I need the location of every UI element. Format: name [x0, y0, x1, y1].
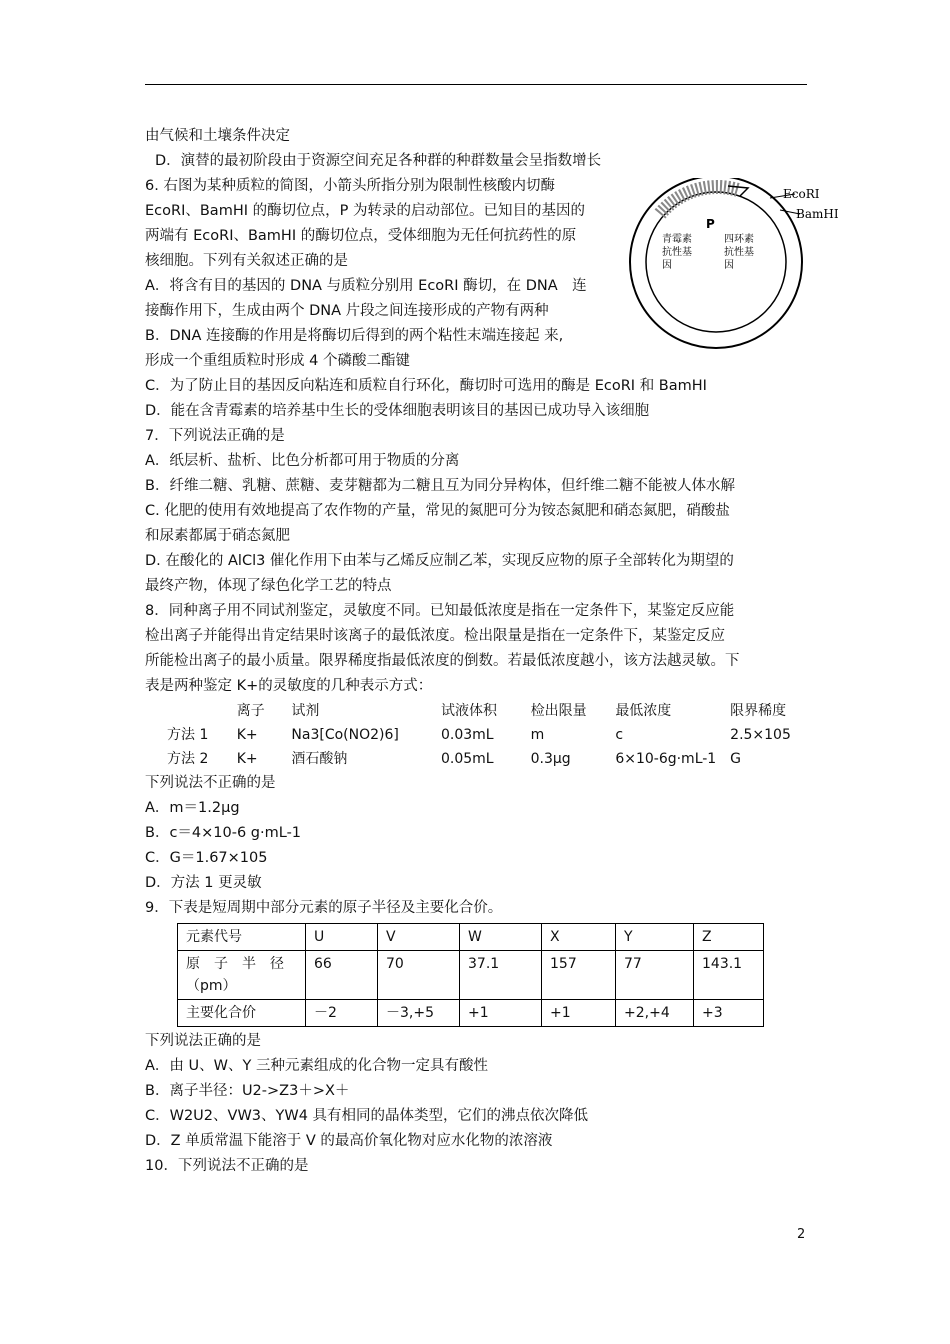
table-cell: 66 — [306, 951, 378, 1000]
q9-option-line: C．W2U2、VW3、YW4 具有相同的晶体类型，它们的沸点依次降低 — [145, 1108, 589, 1124]
table-cell: 元素代号 — [178, 924, 306, 951]
text-line: 由气候和土壤条件决定 — [145, 128, 290, 144]
table-row — [167, 723, 810, 747]
table-cell: +1 — [542, 1000, 616, 1027]
q8-stem-line: 8．同种离子用不同试剂鉴定，灵敏度不同。已知最低浓度是指在一定条件下，某鉴定反应能 — [145, 603, 735, 619]
table-cell: K+ — [236, 751, 258, 767]
table-cell: +3 — [694, 1000, 764, 1027]
radius-label: 原 子 半 径 — [186, 956, 284, 972]
table-header-row — [178, 924, 764, 951]
q8-option-line: B．c＝4×10-6 g·mL-1 — [145, 825, 302, 841]
table-cell: +2,+4 — [616, 1000, 694, 1027]
q7-line: 和尿素都属于硝态氮肥 — [145, 528, 290, 544]
table-cell: V — [378, 924, 460, 951]
table-cell: +1 — [460, 1000, 542, 1027]
table-cell: 限界稀度 — [730, 703, 787, 719]
gene2-label-line: 因 — [724, 260, 734, 271]
q9-option-line: A．由 U、W、Y 三种元素组成的化合物一定具有酸性 — [145, 1058, 488, 1074]
table-cell: 试液体积 — [440, 703, 497, 719]
promoter-segment — [660, 187, 738, 214]
table-cell: 主要化合价 — [178, 1000, 306, 1027]
q6-option-line: B．DNA 连接酶的作用是将酶切后得到的两个粘性末端连接起 来, — [145, 328, 564, 344]
gene2-label-line: 四环素 — [724, 234, 754, 245]
table-cell: X — [542, 924, 616, 951]
table-cell: 143.1 — [694, 951, 764, 1000]
question-7 — [145, 424, 810, 599]
q7-line: C. 化肥的使用有效地提高了农作物的产量，常见的氮肥可分为铵态氮肥和硝态氮肥，硝酸盐 — [145, 503, 730, 519]
table-cell — [178, 951, 306, 1000]
gene1-label-line: 抗性基 — [662, 247, 692, 258]
table-cell: －2 — [306, 1000, 378, 1027]
table-cell: 0.05mL — [440, 751, 494, 767]
question-10 — [145, 1154, 810, 1179]
table-cell — [167, 699, 237, 723]
gene1-label-line: 因 — [662, 260, 672, 271]
bamhi-label: BamHI — [796, 207, 839, 221]
table-cell: 试剂 — [291, 703, 320, 719]
table-cell: 离子 — [236, 703, 265, 719]
promoter-label: P — [706, 217, 715, 231]
q9-option-line: D．Z 单质常温下能溶于 V 的最高价氧化物对应水化物的浓溶液 — [145, 1133, 553, 1149]
table-cell: W — [460, 924, 542, 951]
q6-stem-line: EcoRI、BamHI 的酶切位点，P 为转录的启动部位。已知目的基因的 — [145, 203, 585, 219]
page-number: 2 — [797, 1227, 806, 1242]
table-cell: U — [306, 924, 378, 951]
table-cell: 37.1 — [460, 951, 542, 1000]
table-cell: 酒石酸钠 — [291, 751, 348, 767]
gene2-label-line: 抗性基 — [724, 247, 754, 258]
q6-stem-line: 核细胞。下列有关叙述正确的是 — [145, 253, 348, 269]
table-cell: K+ — [236, 727, 258, 743]
element-table — [177, 923, 764, 1027]
q9-stem: 9．下表是短周期中部分元素的原子半径及主要化合价。 — [145, 900, 503, 916]
q8-option-line: A．m＝1.2μg — [145, 800, 240, 816]
table-cell: 77 — [616, 951, 694, 1000]
q7-line: D. 在酸化的 AlCl3 催化作用下由苯与乙烯反应制乙苯，实现反应物的原子全部转化为期望的 — [145, 553, 734, 569]
q7-line: 最终产物，体现了绿色化学工艺的特点 — [145, 578, 392, 594]
q8-option-line: D．方法 1 更灵敏 — [145, 875, 262, 891]
table-cell: m — [530, 727, 545, 743]
question-8 — [145, 599, 810, 896]
q7-line: B．纤维二糖、乳糖、蔗糖、麦芽糖都为二糖且互为同分异构体，但纤维二糖不能被人体水解 — [145, 478, 735, 494]
q9-option-line: 下列说法正确的是 — [145, 1033, 261, 1049]
table-cell: 方法 2 — [167, 751, 209, 767]
q8-option-line: 下列说法不正确的是 — [145, 775, 276, 791]
q6-stem-line: 两端有 EcoRI、BamHI 的酶切位点，受体细胞为无任何抗药性的原 — [145, 228, 577, 244]
table-cell: 157 — [542, 951, 616, 1000]
table-cell: Z — [694, 924, 764, 951]
q7-line: 7．下列说法正确的是 — [145, 428, 285, 444]
table-cell: 检出限量 — [530, 703, 587, 719]
table-cell: Na3[Co(NO2)6] — [291, 727, 399, 743]
q6-option-line: C．为了防止目的基因反向粘连和质粒自行环化，酶切时可选用的酶是 EcoRI 和 BamHI — [145, 378, 707, 394]
q9-option-line: B．离子半径：U2->Z3＋>X＋ — [145, 1083, 350, 1099]
ecori-label: EcoRI — [783, 187, 820, 201]
table-cell: 6×10-6g·mL-1 — [615, 751, 717, 767]
q6-option-line: A．将含有目的基因的 DNA 与质粒分别用 EcoRI 酶切，在 DNA 连 — [145, 278, 587, 294]
table-row — [167, 747, 810, 771]
q8-stem-line: 检出离子并能得出肯定结果时该离子的最低浓度。检出限量是指在一定条件下，某鉴定反应 — [145, 628, 725, 644]
plasmid-outer-ring — [630, 178, 802, 348]
table-cell: Y — [616, 924, 694, 951]
table-row — [178, 1000, 764, 1027]
table-cell: 2.5×105 — [730, 727, 791, 743]
table-cell: 70 — [378, 951, 460, 1000]
q8-stem-line: 所能检出离子的最小质量。限界稀度指最低浓度的倒数。若最低浓度越小，该方法越灵敏。下 — [145, 653, 740, 669]
radius-unit: （pm） — [186, 978, 237, 994]
q6-stem-line: 6. 右图为某种质粒的简图，小箭头所指分别为限制性核酸内切酶 — [145, 178, 555, 194]
q10-stem: 10．下列说法不正确的是 — [145, 1158, 309, 1174]
table-header-row — [167, 699, 810, 723]
question-9 — [145, 896, 810, 1154]
table-cell: G — [730, 751, 742, 767]
q7-line: A．纸层析、盐析、比色分析都可用于物质的分离 — [145, 453, 460, 469]
table-cell: 最低浓度 — [615, 703, 672, 719]
q8-option-line: C．G＝1.67×105 — [145, 850, 268, 866]
table-cell: －3,+5 — [378, 1000, 460, 1027]
table-cell: 0.3μg — [530, 751, 571, 767]
gene1-label-line: 青霉素 — [662, 234, 692, 245]
q6-option-line: 接酶作用下，生成由两个 DNA 片段之间连接形成的产物有两种 — [145, 303, 549, 319]
table-row — [178, 951, 764, 1000]
table-cell: 方法 1 — [167, 727, 209, 743]
sensitivity-table — [167, 699, 810, 771]
text-line: D．演替的最初阶段由于资源空间充足各种群的种群数量会呈指数增长 — [155, 153, 602, 169]
plasmid-diagram — [620, 178, 850, 350]
table-cell: 0.03mL — [440, 727, 494, 743]
q6-option-line: 形成一个重组质粒时形成 4 个磷酸二酯键 — [145, 353, 410, 369]
table-cell: c — [615, 727, 624, 743]
q8-stem-line: 表是两种鉴定 K+的灵敏度的几种表示方式： — [145, 678, 433, 694]
q6-option-line: D．能在含青霉素的培养基中生长的受体细胞表明该目的基因已成功导入该细胞 — [145, 403, 650, 419]
header-rule — [145, 84, 807, 85]
